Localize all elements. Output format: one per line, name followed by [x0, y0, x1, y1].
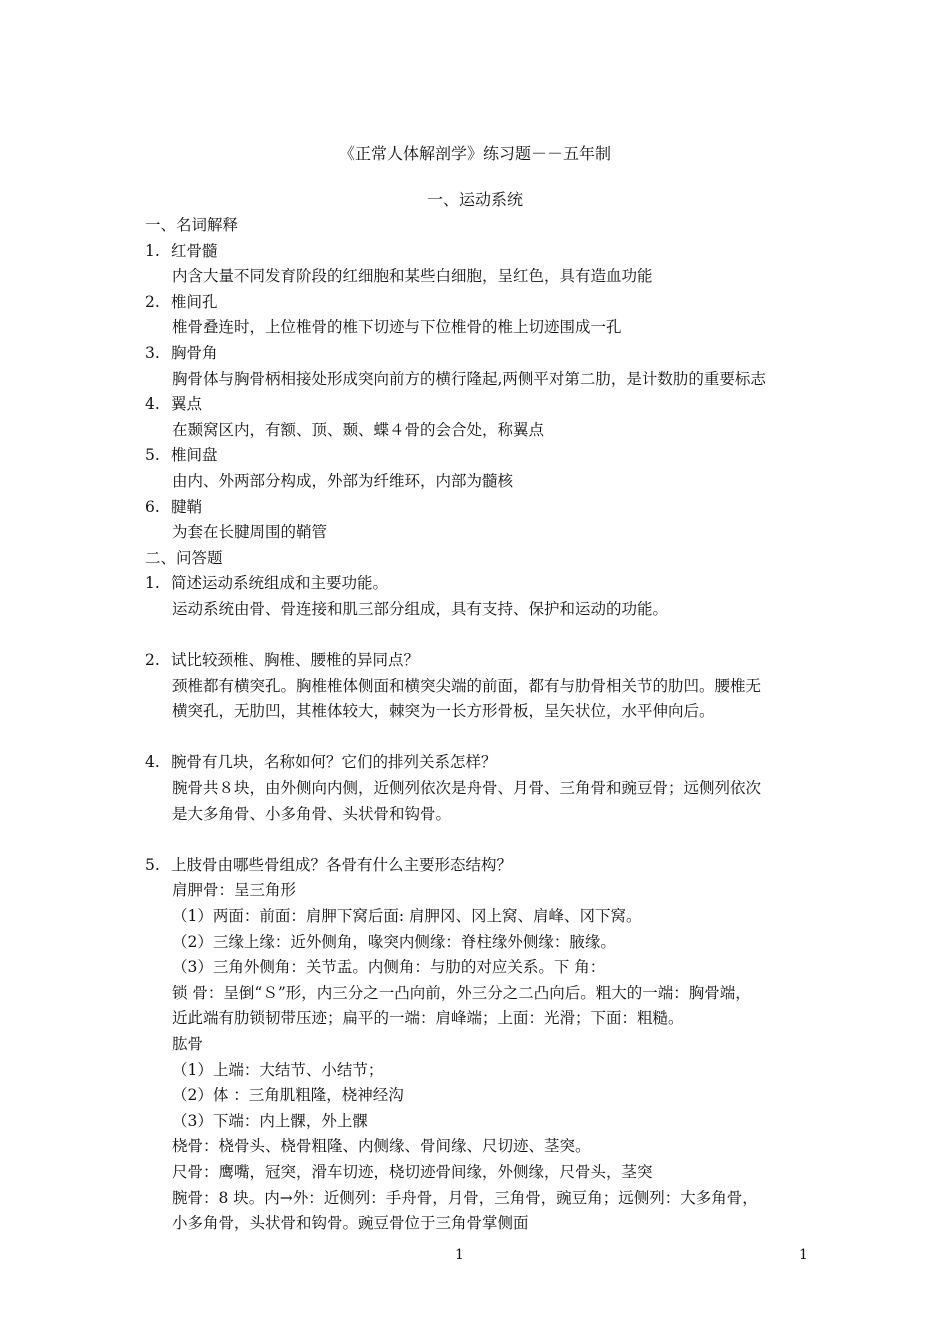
page-number-right: 1 — [799, 1247, 808, 1263]
question-number: 5. — [145, 855, 160, 874]
term-number: 6. — [145, 497, 160, 516]
section-heading-questions: 二、问答题 — [145, 548, 223, 567]
term-definition: 内含大量不同发育阶段的红细胞和某些白细胞，呈红色，具有造血功能 — [172, 267, 653, 286]
answer-text: 腕骨共８块，由外侧向内侧，近侧列依次是舟骨、月骨、三角骨和豌豆骨；远侧列依次 — [172, 779, 762, 798]
term-name: 红骨髓 — [171, 241, 218, 260]
question-item — [145, 571, 815, 597]
spacer — [145, 725, 815, 751]
answer-line: 腕骨：8 块。内→外：近侧列：手舟骨，月骨，三角骨，豌豆角；远侧列：大多角骨， — [172, 1188, 758, 1207]
term-item — [145, 239, 815, 265]
answer-text: 是大多角骨、小多角骨、头状骨和钩骨。 — [172, 804, 452, 823]
page-number-center: 1 — [455, 1247, 464, 1263]
spacer — [145, 827, 815, 853]
answer-line: （2）三缘上缘：近外侧角，喙突内侧缘：脊柱缘外侧缘：腋缘。 — [172, 932, 616, 951]
question-number: 2. — [145, 651, 160, 670]
term-number: 5. — [145, 446, 160, 465]
answer-line: 锁 骨：呈倒“Ｓ”形，内三分之一凸向前，外三分之二凸向后。粗大的一端：胸骨端， — [172, 983, 751, 1002]
term-name: 椎间孔 — [171, 292, 218, 311]
question-text: 简述运动系统组成和主要功能。 — [171, 574, 389, 593]
term-name: 胸骨角 — [171, 343, 218, 362]
answer-line: （3）下端：内上髁，外上髁 — [172, 1111, 368, 1130]
term-name: 腱鞘 — [171, 497, 203, 516]
answer-line: 肩胛骨：呈三角形 — [172, 881, 297, 900]
answer-line: （2）体 ：三角肌粗隆，桡神经沟 — [172, 1086, 404, 1105]
answer-text: 颈椎都有横突孔。胸椎椎体侧面和横突尖端的前面，都有与肋骨相关节的肋凹。腰椎无 — [172, 676, 762, 695]
answer-line: 近此端有肋锁韧带压迹；扁平的一端：肩峰端；上面：光滑；下面：粗糙。 — [172, 1009, 684, 1028]
term-item — [145, 290, 815, 316]
chapter-heading: 一、运动系统 — [426, 190, 523, 209]
question-number: 1. — [145, 574, 160, 593]
section-heading-terms: 一、名词解释 — [145, 216, 239, 234]
answer-line: （1）两面：前面：肩胛下窝后面: 肩胛冈、冈上窝、肩峰、冈下窝。 — [172, 907, 642, 926]
term-definition: 胸骨体与胸骨柄相接处形成突向前方的横行隆起,两侧平对第二肋，是计数肋的重要标志 — [172, 369, 766, 388]
answer-text: 横突孔，无肋凹，其椎体较大，棘突为一长方形骨板，呈矢状位，水平伸向后。 — [172, 702, 715, 721]
term-number: 2. — [145, 292, 160, 311]
question-item — [145, 853, 815, 879]
answer-line: 肱骨 — [172, 1035, 204, 1053]
document-body — [145, 213, 815, 1237]
answer-text: 运动系统由骨、骨连接和肌三部分组成，具有支持、保护和运动的功能。 — [172, 599, 669, 618]
term-item — [145, 341, 815, 367]
term-name: 椎间盘 — [171, 446, 218, 465]
question-text: 上肢骨由哪些骨组成？各骨有什么主要形态结构？ — [171, 855, 513, 874]
term-definition: 为套在长腱周围的鞘管 — [172, 523, 328, 542]
term-definition: 在颞窝区内，有额、顶、颞、蝶４骨的会合处，称翼点 — [172, 420, 545, 439]
term-number: 3. — [145, 343, 160, 362]
question-item — [145, 648, 815, 674]
question-text: 腕骨有几块，名称如何？它们的排列关系怎样？ — [171, 753, 497, 772]
spacer — [145, 623, 815, 649]
term-name: 翼点 — [171, 395, 203, 414]
term-item — [145, 443, 815, 469]
term-definition: 椎骨叠连时，上位椎骨的椎下切迹与下位椎骨的椎上切迹围成一孔 — [172, 318, 622, 337]
question-number: 4. — [145, 753, 160, 772]
term-number: 1. — [145, 241, 160, 260]
answer-line: 小多角骨，头状骨和钩骨。豌豆骨位于三角骨掌侧面 — [172, 1214, 529, 1233]
answer-line: （3）三角外侧角：关节盂。内侧角：与肋的对应关系。下 角： — [172, 958, 606, 977]
term-definition: 由内、外两部分构成，外部为纤维环，内部为髓核 — [172, 471, 514, 490]
answer-line: 尺骨：鹰嘴，冠突，滑车切迹，桡切迹骨间缘，外侧缘，尺骨头，茎突 — [172, 1162, 653, 1181]
term-number: 4. — [145, 395, 160, 414]
answer-line: （1）上端：大结节、小结节； — [172, 1060, 384, 1079]
document-title: 《正常人体解剖学》练习题－－五年制 — [338, 144, 611, 163]
question-item — [145, 750, 815, 776]
answer-line: 桡骨：桡骨头、桡骨粗隆、内侧缘、骨间缘、尺切迹、茎突。 — [172, 1137, 591, 1156]
term-item — [145, 392, 815, 418]
question-text: 试比较颈椎、胸椎、腰椎的异同点？ — [171, 651, 420, 670]
term-item — [145, 495, 815, 521]
